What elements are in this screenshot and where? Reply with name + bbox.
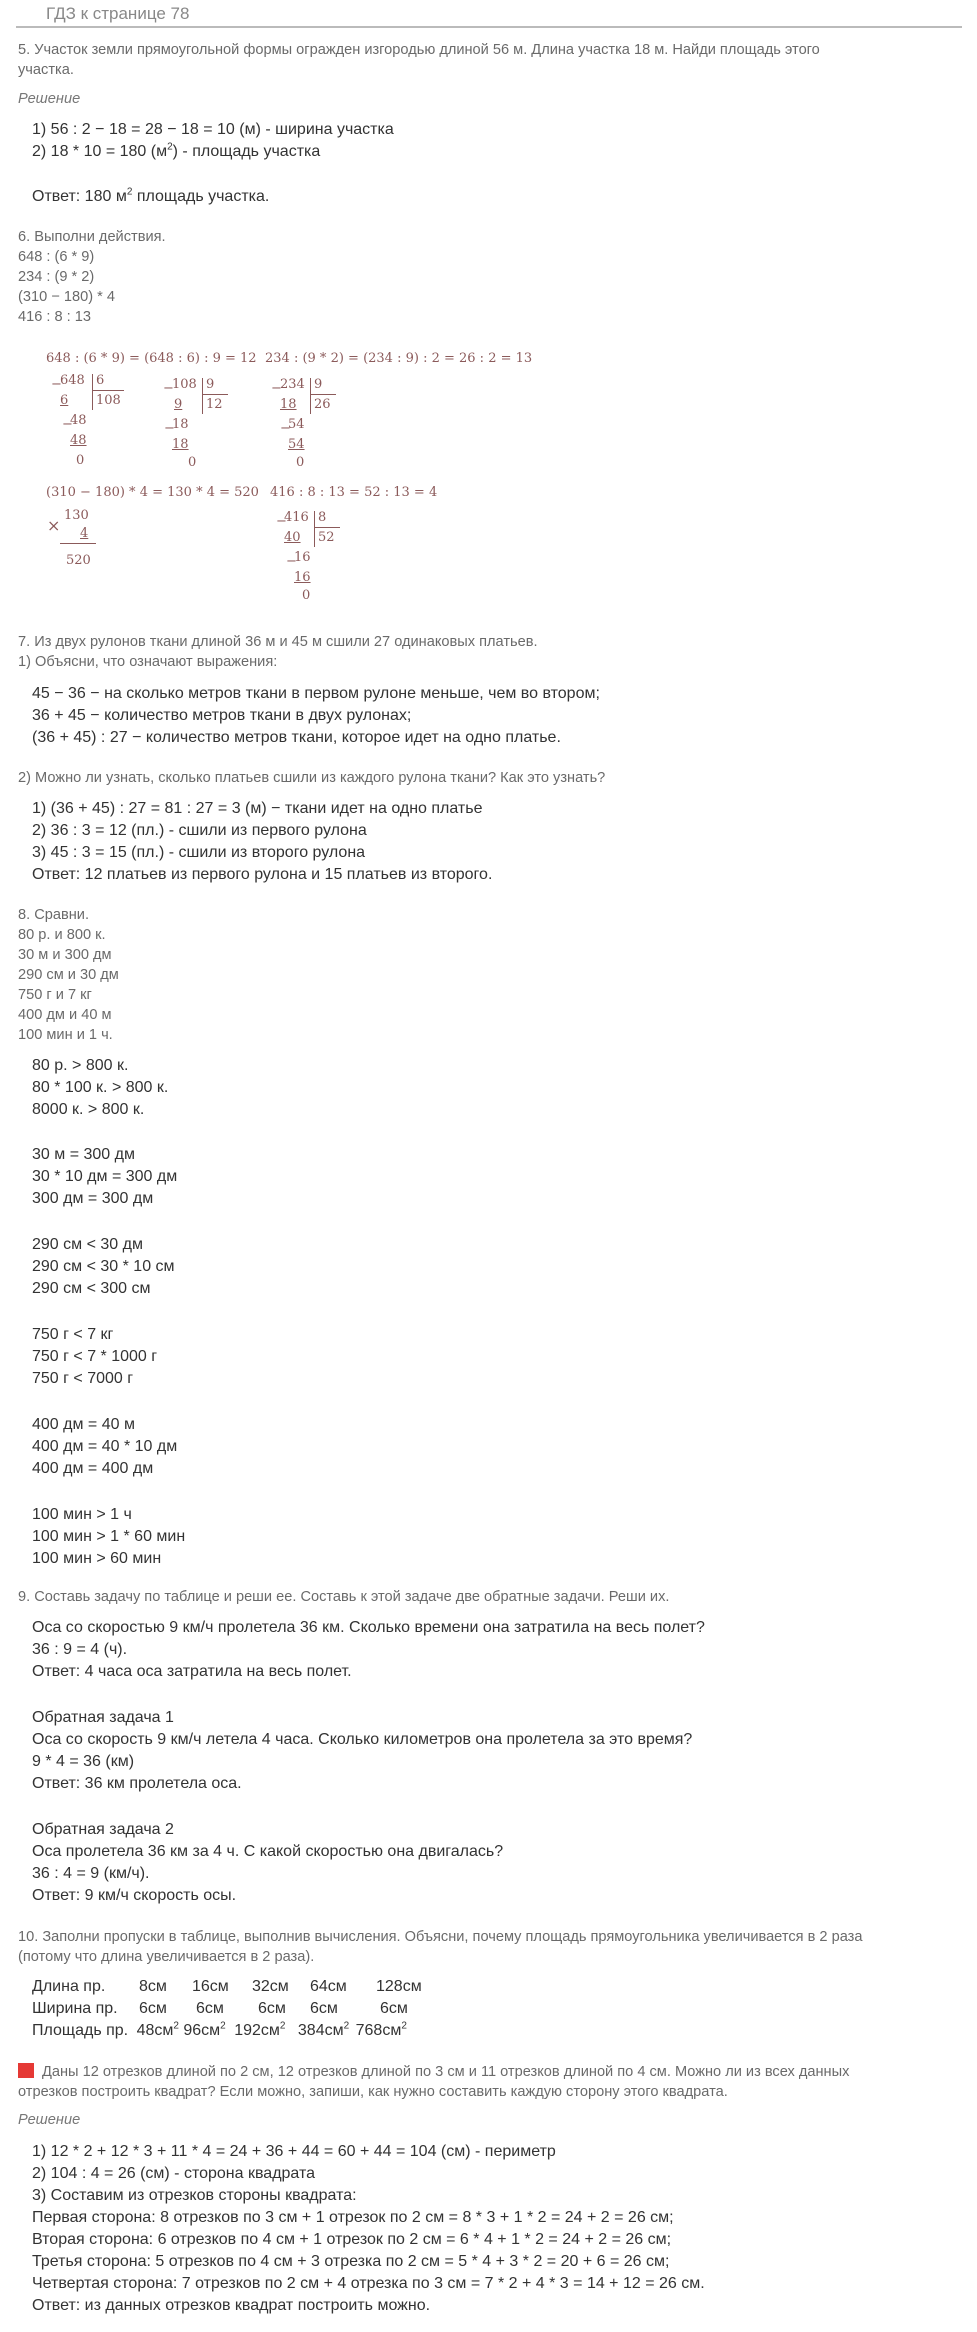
d2-divisor: 9 — [206, 377, 215, 392]
sup: 2 — [279, 2020, 286, 2032]
d5-rem1: 16 — [294, 550, 311, 565]
task11-question-line2: отрезков построить квадрат? Если можно, запиши, как нужно составить каждую сторону этого квадрата. — [18, 2084, 728, 2100]
task5-answer-sup: 2 — [126, 186, 133, 198]
table-row-label: Длина пр. — [32, 1978, 106, 1995]
task7-question-part2: 2) Можно ли узнать, сколько платьев сшили из каждого рулона ткани? Как это узнать? — [18, 770, 606, 786]
task5-step1: 1) 56 : 2 − 18 = 28 − 18 = 10 (м) - ширина участка — [32, 121, 394, 138]
task8-comparison: 30 * 10 дм = 300 дм — [32, 1168, 178, 1185]
table-cell — [298, 2022, 349, 2039]
task5-answer-a: Ответ: 180 м — [32, 188, 127, 205]
minus-sign: − — [280, 421, 291, 436]
task9-line: Обратная задача 1 — [32, 1709, 174, 1726]
task8-comparison: 100 мин > 60 мин — [32, 1550, 162, 1567]
task8-line: 30 м и 300 дм — [18, 947, 112, 963]
task5-step2-a: 2) 18 * 10 = 180 (м — [32, 143, 168, 160]
task11-line: Первая сторона: 8 отрезков по 3 см + 1 отрезок по 2 см = 8 * 3 + 1 * 2 = 24 + 2 = 26 см; — [32, 2209, 674, 2226]
task10-question-line2: (потому что длина увеличивается в 2 раза). — [18, 1949, 315, 1965]
task6-eq3: (310 − 180) * 4 = 130 * 4 = 520 — [46, 485, 259, 500]
d1-dividend: 648 — [60, 373, 85, 388]
task5-answer-b: площадь участка. — [132, 188, 270, 205]
table-cell — [183, 2022, 225, 2039]
d3-quotient: 26 — [314, 397, 331, 412]
d1-divider-vertical — [92, 374, 93, 410]
task8-comparison: 30 м = 300 дм — [32, 1146, 135, 1163]
d3-rem2: 0 — [296, 455, 305, 470]
task8-comparison: 290 см < 30 * 10 см — [32, 1258, 175, 1275]
d3-divider-vertical — [310, 378, 311, 414]
table-cell: 8см — [139, 1978, 167, 1995]
d5-divider-horizontal — [314, 527, 340, 528]
task7-solution-line: 2) 36 : 3 = 12 (пл.) - сшили из первого рулона — [32, 822, 367, 839]
area-value: 384см — [297, 2022, 344, 2039]
task5-solution-label: Решение — [18, 91, 81, 107]
minus-sign: − — [51, 377, 62, 392]
task6-line: 648 : (6 * 9) — [18, 249, 95, 265]
d3-divider-horizontal — [310, 394, 336, 395]
d5-divider-vertical — [314, 511, 315, 547]
sup: 2 — [220, 2020, 226, 2032]
task9-line: Ответ: 36 км пролетела оса. — [32, 1775, 242, 1792]
minus-sign: − — [286, 554, 297, 569]
d2-sub1: 9 — [174, 397, 183, 412]
task9-line: 36 : 4 = 9 (км/ч). — [32, 1865, 150, 1882]
minus-sign: − — [163, 381, 174, 396]
task7-solution-line: 1) (36 + 45) : 27 = 81 : 27 = 3 (м) − ткани идет на одно платье — [32, 800, 483, 817]
task8-comparison: 750 г < 7 * 1000 г — [32, 1348, 158, 1365]
task8-line: 290 см и 30 дм — [18, 967, 119, 983]
task5-step2 — [32, 141, 320, 163]
d5-rem2: 0 — [302, 588, 311, 603]
task10-question-line1: 10. Заполни пропуски в таблице, выполнив вычисления. Объясни, почему площадь прямоугольника увеличивается в 2 раза — [18, 1929, 863, 1945]
sup: 2 — [173, 2020, 179, 2032]
task8-comparison: 300 дм = 300 дм — [32, 1190, 154, 1207]
sup: 2 — [401, 2020, 407, 2032]
task8-comparison: 750 г < 7000 г — [32, 1370, 134, 1387]
area-value: 768см — [355, 2022, 402, 2039]
task8-comparison: 8000 к. > 800 к. — [32, 1101, 145, 1118]
d1-quotient: 108 — [96, 393, 121, 408]
task8-comparison: 100 мин > 1 * 60 мин — [32, 1528, 186, 1545]
table-row-label: Ширина пр. — [32, 2000, 118, 2017]
task8-comparison: 400 дм = 40 м — [32, 1416, 135, 1433]
task8-comparison: 400 дм = 400 дм — [32, 1460, 154, 1477]
task9-line: Ответ: 4 часа оса затратила на весь полет. — [32, 1663, 352, 1680]
table-cell: 128см — [376, 1978, 422, 1995]
task6-eq2: 234 : (9 * 2) = (234 : 9) : 2 = 26 : 2 = 13 — [265, 351, 533, 366]
task9-line: Оса пролетела 36 км за 4 ч. С какой скоростью она двигалась? — [32, 1843, 504, 1860]
sup: 2 — [343, 2020, 350, 2032]
task9-line: 9 * 4 = 36 (км) — [32, 1753, 135, 1770]
table-cell: 6см — [258, 2000, 286, 2017]
page-header — [16, 4, 962, 28]
task5-answer — [32, 186, 269, 208]
task8-line: 750 г и 7 кг — [18, 987, 92, 1003]
task11-answer: Ответ: из данных отрезков квадрат построить можно. — [32, 2297, 431, 2314]
area-value: 192см — [234, 2022, 280, 2039]
d2-sub2: 18 — [172, 437, 189, 452]
task9-line: Оса со скоростью 9 км/ч пролетела 36 км. Сколько времени она затратила на весь полет? — [32, 1619, 705, 1636]
d1-rem2: 0 — [76, 453, 85, 468]
minus-sign: − — [62, 417, 73, 432]
red-marker-icon — [18, 2063, 34, 2078]
d2-divider-horizontal — [202, 394, 228, 395]
d4-result: 520 — [66, 553, 91, 568]
task11-line: 3) Составим из отрезков стороны квадрата: — [32, 2187, 357, 2204]
d5-sub2: 16 — [294, 570, 311, 585]
task11-line: 1) 12 * 2 + 12 * 3 + 11 * 4 = 24 + 36 + 44 = 60 + 44 = 104 (см) - периметр — [32, 2143, 556, 2160]
table-cell: 6см — [196, 2000, 224, 2017]
task8-comparison: 290 см < 300 см — [32, 1280, 151, 1297]
task5-text-line2: участка. — [18, 62, 74, 78]
d4-factor: 4 — [80, 526, 89, 541]
minus-sign: − — [276, 514, 287, 529]
task7-answer-line: 36 + 45 − количество метров ткани в двух рулонах; — [32, 707, 412, 724]
task8-comparison: 750 г < 7 кг — [32, 1326, 114, 1343]
d1-sub1: 6 — [60, 393, 69, 408]
task5-text-line1: 5. Участок земли прямоугольной формы огражден изгородью длиной 56 м. Длина участка 18 м. Найди площадь этого — [18, 42, 820, 58]
d3-divisor: 9 — [314, 377, 323, 392]
task5-step2-sup: 2 — [167, 141, 173, 153]
d3-sub2: 54 — [288, 437, 305, 452]
table-row-label: Площадь пр. — [32, 2022, 129, 2039]
task6-eq1: 648 : (6 * 9) = (648 : 6) : 9 = 12 — [46, 351, 257, 366]
task11-question-line1 — [18, 2062, 849, 2082]
d5-sub1: 40 — [284, 530, 301, 545]
d2-divider-vertical — [202, 378, 203, 414]
task9-line: Оса со скорость 9 км/ч летела 4 часа. Сколько километров она пролетела за это время? — [32, 1731, 693, 1748]
d3-rem1: 54 — [288, 417, 305, 432]
task11-line: Третья сторона: 5 отрезков по 4 см + 3 отрезка по 2 см = 5 * 4 + 3 * 2 = 20 + 6 = 26 см; — [32, 2253, 670, 2270]
d4-top: 130 — [64, 508, 89, 523]
task8-line: 400 дм и 40 м — [18, 1007, 112, 1023]
minus-sign: − — [164, 421, 175, 436]
task8-line: 100 мин и 1 ч. — [18, 1027, 113, 1043]
task11-solution-label: Решение — [18, 2112, 81, 2128]
task11-question-text: Даны 12 отрезков длиной по 2 см, 12 отрезков длиной по 3 см и 11 отрезков длиной по 4 см. Можно ли из всех данных — [42, 2064, 850, 2080]
d5-quotient: 52 — [318, 530, 335, 545]
task11-line: Четвертая сторона: 7 отрезков по 2 см + 4 отрезка по 3 см = 7 * 2 + 4 * 3 = 14 + 12 = 26 см. — [32, 2275, 705, 2292]
task5-step2-b: ) - площадь участка — [172, 143, 321, 160]
d1-divider-horizontal — [92, 390, 124, 391]
task7-question-part1: 1) Объясни, что означают выражения: — [18, 654, 278, 670]
task8-comparison: 80 * 100 к. > 800 к. — [32, 1079, 169, 1096]
d5-divisor: 8 — [318, 510, 327, 525]
area-value: 96см — [183, 2022, 221, 2039]
d3-sub1: 18 — [280, 397, 297, 412]
d2-rem1: 18 — [172, 417, 189, 432]
table-cell: 64см — [310, 1978, 347, 1995]
d2-dividend: 108 — [172, 377, 197, 392]
task11-line: Вторая сторона: 6 отрезков по 4 см + 1 отрезок по 2 см = 6 * 4 + 1 * 2 = 24 + 2 = 26 см; — [32, 2231, 672, 2248]
table-cell: 6см — [139, 2000, 167, 2017]
page-title: ГДЗ к странице 78 — [46, 4, 190, 23]
task6-line: 416 : 8 : 13 — [18, 309, 92, 325]
table-cell — [137, 2022, 179, 2039]
task8-comparison: 400 дм = 40 * 10 дм — [32, 1438, 178, 1455]
task6-line: 234 : (9 * 2) — [18, 269, 95, 285]
d2-rem2: 0 — [188, 455, 197, 470]
minus-sign: − — [271, 381, 282, 396]
table-cell — [356, 2022, 407, 2039]
task8-comparison: 100 мин > 1 ч — [32, 1506, 132, 1523]
task8-comparison: 80 р. > 800 к. — [32, 1057, 129, 1074]
table-cell — [234, 2022, 285, 2039]
task9-line: 36 : 9 = 4 (ч). — [32, 1641, 128, 1658]
task9-question: 9. Составь задачу по таблице и реши ее. Составь к этой задаче две обратные задачи. Реши их. — [18, 1589, 670, 1605]
d2-quotient: 12 — [206, 397, 223, 412]
d3-dividend: 234 — [280, 377, 305, 392]
task7-solution-line: 3) 45 : 3 = 15 (пл.) - сшили из второго рулона — [32, 844, 366, 861]
task11-line: 2) 104 : 4 = 26 (см) - сторона квадрата — [32, 2165, 316, 2182]
area-value: 48см — [136, 2022, 174, 2039]
multiply-sign: × — [47, 516, 61, 535]
task9-line: Обратная задача 2 — [32, 1821, 174, 1838]
task6-line: (310 − 180) * 4 — [18, 289, 115, 305]
task7-answer-line: (36 + 45) : 27 − количество метров ткани, которое идет на одно платье. — [32, 729, 561, 746]
task8-comparison: 290 см < 30 дм — [32, 1236, 143, 1253]
task8-line: 8. Сравни. — [18, 907, 90, 923]
task6-line: 6. Выполни действия. — [18, 229, 166, 245]
d1-rem1: 48 — [70, 413, 87, 428]
table-cell: 6см — [380, 2000, 408, 2017]
d4-line — [60, 543, 96, 544]
task7-question: 7. Из двух рулонов ткани длиной 36 м и 45 м сшили 27 одинаковых платьев. — [18, 634, 538, 650]
task8-line: 80 р. и 800 к. — [18, 927, 106, 943]
table-cell: 16см — [192, 1978, 229, 1995]
task9-line: Ответ: 9 км/ч скорость осы. — [32, 1887, 237, 1904]
task6-eq4: 416 : 8 : 13 = 52 : 13 = 4 — [270, 485, 438, 500]
table-row-area — [32, 2020, 407, 2042]
task7-answer-line: 45 − 36 − на сколько метров ткани в первом рулоне меньше, чем во втором; — [32, 685, 600, 702]
d5-dividend: 416 — [284, 510, 309, 525]
table-cell: 6см — [310, 2000, 338, 2017]
d1-sub2: 48 — [70, 433, 87, 448]
table-cell: 32см — [252, 1978, 289, 1995]
d1-divisor: 6 — [96, 373, 105, 388]
task7-answer: Ответ: 12 платьев из первого рулона и 15 платьев из второго. — [32, 866, 493, 883]
